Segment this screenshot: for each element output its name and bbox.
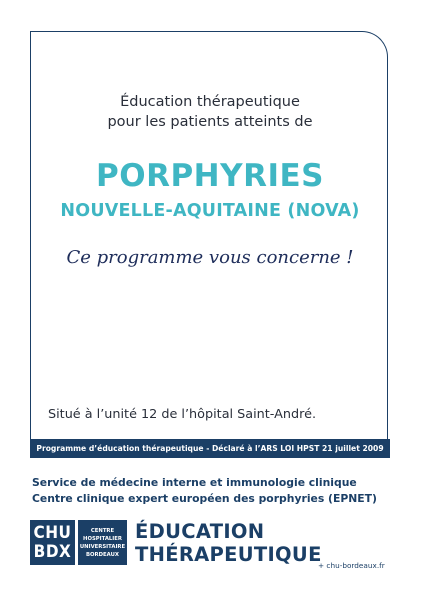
centre-line: BORDEAUX — [86, 551, 119, 558]
logo-bdx-text: BDX — [33, 541, 72, 562]
education-heading-1: ÉDUCATION — [135, 520, 265, 543]
centre-line: HOSPITALIER — [83, 535, 122, 542]
chu-bdx-logo — [30, 520, 75, 565]
centre-hospitalier-label — [78, 520, 127, 565]
tagline: Ce programme vous concerne ! — [66, 247, 354, 268]
logo-chu-text: CHU — [33, 522, 72, 543]
page-subtitle: NOUVELLE-AQUITAINE (NOVA) — [60, 201, 360, 221]
website-link[interactable]: + chu-bordeaux.fr — [318, 561, 385, 570]
intro-line-2: pour les patients atteints de — [107, 114, 313, 130]
centre-line: UNIVERSITAIRE — [79, 543, 126, 550]
centre-line: CENTRE — [90, 527, 115, 534]
page-title: PORPHYRIES — [96, 158, 324, 194]
location-text: Situé à l’unité 12 de l’hôpital Saint-André. — [48, 407, 317, 422]
service-line-2: Centre clinique expert européen des porphyries (EPNET) — [32, 492, 377, 505]
education-heading-2: THÉRAPEUTIQUE — [135, 543, 322, 566]
intro-line-1: Éducation thérapeutique — [120, 94, 300, 110]
program-banner: Programme d’éducation thérapeutique - Déclaré à l’ARS LOI HPST 21 juillet 2009 — [30, 439, 390, 458]
service-line-1: Service de médecine interne et immunologie clinique — [32, 476, 357, 489]
